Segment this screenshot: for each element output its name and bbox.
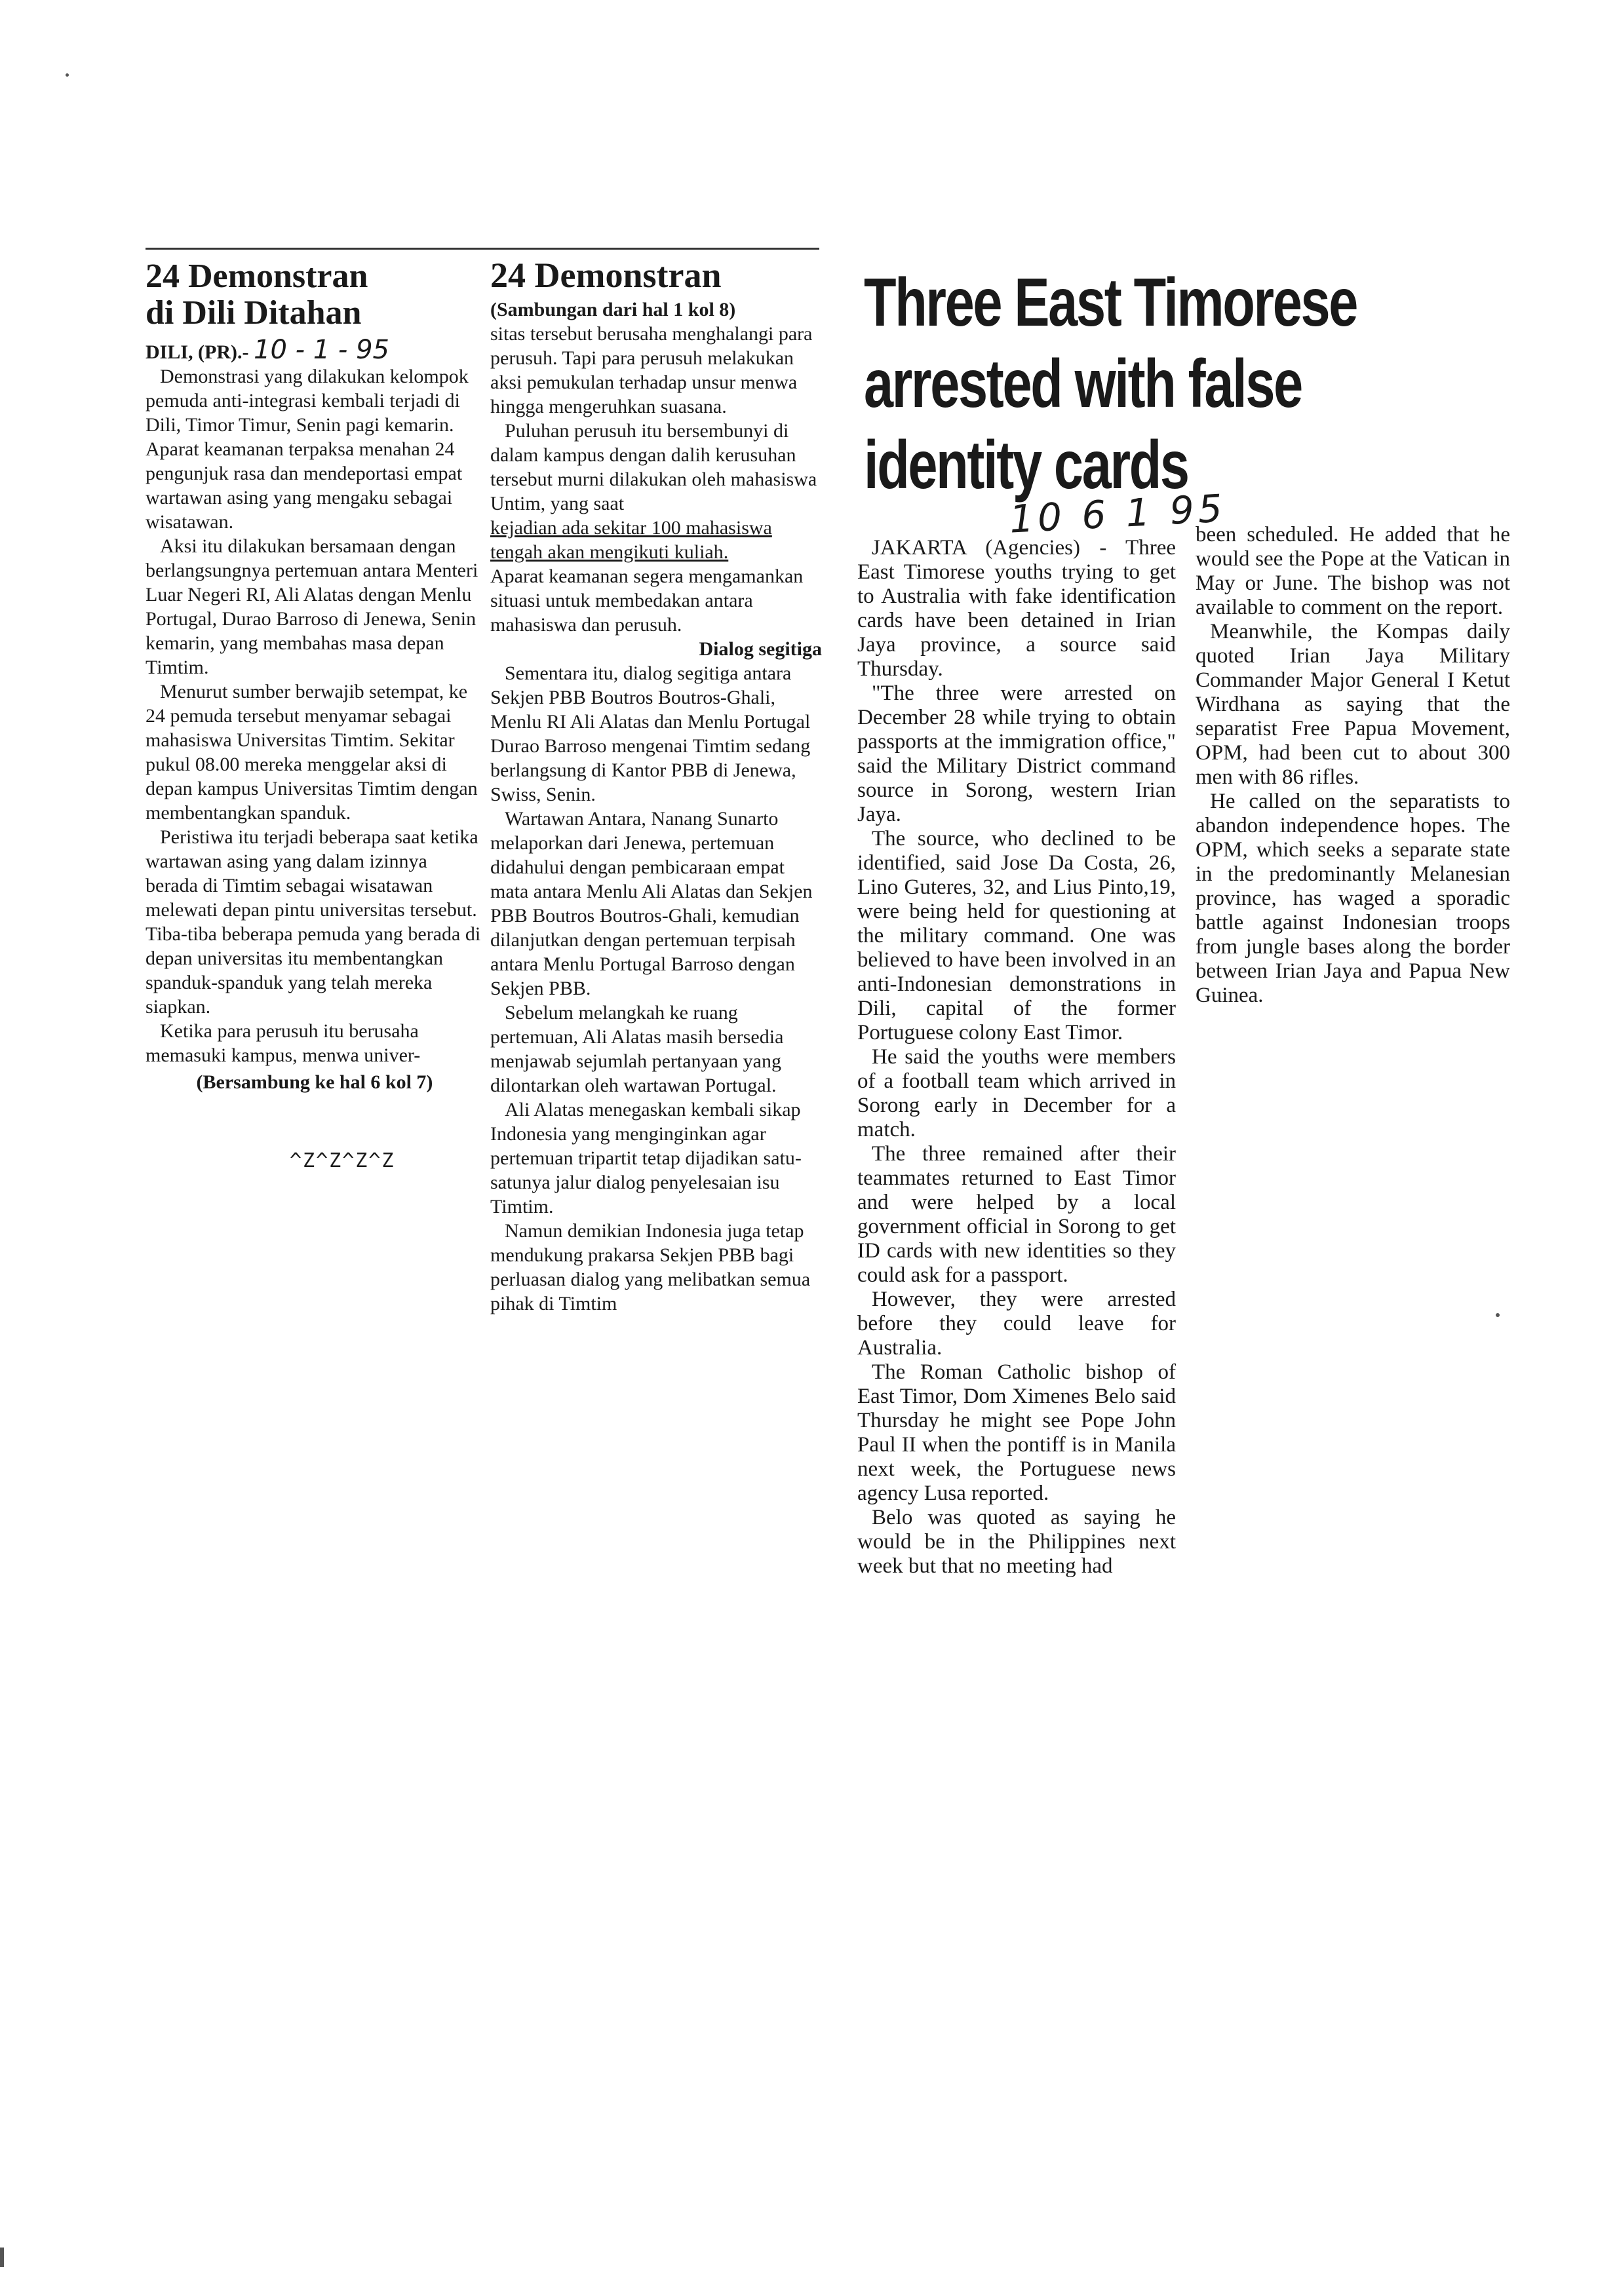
right-paragraph: The source, who declined to be identified, said Jose Da Costa, 26, Lino Guteres, 32, and Lius Pinto,19, were being held for questioning at the military command. One was believed to have been involved in an anti-Indonesian demonstrations in Dili, capital of the former Portuguese colony East Timor. bbox=[857, 827, 1176, 1044]
right-paragraph: The Roman Catholic bishop of East Timor, Dom Ximenes Belo said Thursday he might see Pope John Paul II when the pontiff is in Manila next week, the Portuguese news agency Lusa reported. bbox=[857, 1360, 1176, 1505]
left-body bbox=[146, 335, 484, 1094]
middle-paragraph: Aparat keamanan segera mengamankan situasi untuk membedakan antara mahasiswa dan perusuh. bbox=[490, 565, 804, 636]
left-paragraph: Peristiwa itu terjadi beberapa saat ketika wartawan asing yang dalam izinnya berada di Timtim sebagai wisatawan melewati depan pintu universitas tersebut. Tiba-tiba beberapa pemuda yang berada di depan universitas itu membentangkan spanduk-spanduk yang telah mereka siapkan. bbox=[146, 826, 481, 1018]
handwritten-date-left: 10 - 1 - 95 bbox=[254, 335, 389, 365]
middle-paragraph: Ali Alatas menegaskan kembali sikap Indonesia yang menginginkan agar pertemuan tripartit tetap dijadikan satu-satunya jalur dialog penyelesaian isu Timtim. bbox=[490, 1099, 802, 1217]
left-paragraph: Aksi itu dilakukan bersamaan dengan berlangsungnya pertemuan antara Menteri Luar Negeri RI, Ali Alatas dengan Menlu Portugal, Durao Barroso di Jenewa, Senin kemarin, yang membahas masa depan Timtim. bbox=[146, 535, 478, 678]
right-paragraph: He said the youths were members of a football team which arrived in Sorong early in December for a match. bbox=[857, 1045, 1176, 1141]
right-paragraph: He called on the separatists to abandon independence hopes. The OPM, which seeks a separate state in the predominantly Melanesian province, has waged a sporadic battle against Indonesian troops from jungle bases along the border between Irian Jaya and Papua New Guinea. bbox=[1196, 790, 1510, 1007]
right-headline-line1: Three East Timorese bbox=[864, 265, 1357, 341]
left-dateline bbox=[146, 335, 484, 365]
handwritten-date-right: 10 6 1 95 bbox=[1008, 486, 1228, 542]
middle-paragraph: Sementara itu, dialog segitiga antara Sekjen PBB Boutros Boutros-Ghali, Menlu RI Ali Alatas dan Menlu Portugal Durao Barroso mengenai Timtim sedang berlangsung di Kantor PBB di Jenewa, Swiss, Senin. bbox=[490, 662, 811, 805]
right-headline-line3: identity cards bbox=[864, 427, 1188, 503]
left-headline-line1: 24 Demonstran bbox=[146, 258, 368, 295]
middle-headline: 24 Demonstran bbox=[490, 256, 722, 295]
continuation-note: (Sambungan dari hal 1 kol 8) bbox=[490, 299, 736, 320]
left-headline bbox=[146, 258, 484, 332]
middle-article bbox=[490, 257, 822, 1316]
scan-speck bbox=[1496, 1313, 1500, 1317]
middle-paragraph: Sebelum melangkah ke ruang pertemuan, Ali Alatas masih bersedia menjawab sejumlah pertanyaan yang dilontarkan oleh wartawan Portugal. bbox=[490, 1002, 784, 1096]
middle-paragraph: sitas tersebut berusaha menghalangi para perusuh. Tapi para perusuh melakukan aksi pemukulan terhadap unsur menwa hingga mengeruhkan suasana. bbox=[490, 323, 813, 417]
left-paragraph: Menurut sumber berwajib setempat, ke 24 pemuda tersebut menyamar sebagai mahasiswa Universitas Timtim. Sekitar pukul 08.00 mereka menggelar aksi di depan kampus Universitas Timtim dengan membentangkan spanduk. bbox=[146, 681, 478, 824]
left-paragraph: Demonstrasi yang dilakukan kelompok pemuda anti-integrasi kembali terjadi di Dili, Timor Timur, Senin pagi kemarin. Aparat keamanan terpaksa menahan 24 pengunjuk rasa dan mendeportasi empat wartawan asing yang mengaku sebagai wisatawan. bbox=[146, 366, 469, 533]
right-paragraph: JAKARTA (Agencies) - Three East Timorese youths trying to get to Australia with fake identification cards have been detained in Irian Jaya province, a source said Thursday. bbox=[857, 536, 1176, 681]
right-paragraph: been scheduled. He added that he would see the Pope at the Vatican in May or June. The bishop was not available to comment on the report. bbox=[1196, 523, 1510, 619]
middle-body bbox=[490, 297, 822, 1316]
right-paragraph: "The three were arrested on December 28 while trying to obtain passports at the immigration office," said the Military District command source in Sorong, western Irian Jaya. bbox=[857, 681, 1176, 826]
left-article bbox=[146, 258, 484, 1172]
scan-speck bbox=[66, 73, 69, 77]
right-headline-line2: arrested with false bbox=[864, 346, 1302, 422]
end-mark: ^Z^Z^Z^Z bbox=[290, 1149, 395, 1172]
right-paragraph: Belo was quoted as saying he would be in the Philippines next week but that no meeting had bbox=[857, 1506, 1176, 1578]
scan-speck bbox=[0, 2248, 4, 2267]
middle-paragraph: Namun demikian Indonesia juga tetap mendukung prakarsa Sekjen PBB bagi perluasan dialog yang melibatkan semua pihak di Timtim bbox=[490, 1220, 811, 1314]
right-paragraph: Meanwhile, the Kompas daily quoted Irian Jaya Military Commander Major General I Ketut Wirdhana as saying that the separatist Free Papua Movement, OPM, had been cut to about 300 men with 86 rifles. bbox=[1196, 620, 1510, 789]
middle-paragraph: Wartawan Antara, Nanang Sunarto melaporkan dari Jenewa, pertemuan didahului dengan pembicaraan empat mata antara Menlu Ali Alatas dan Sekjen PBB Boutros Boutros-Ghali, kemudian dilanjutkan dengan pertemuan terpisah antara Menlu Portugal Barroso dengan Sekjen PBB. bbox=[490, 808, 813, 999]
right-paragraph: However, they were arrested before they could leave for Australia. bbox=[857, 1288, 1176, 1360]
right-column-1 bbox=[857, 536, 1176, 1578]
subhead-dialog: Dialog segitiga bbox=[699, 638, 822, 660]
right-paragraph: The three remained after their teammates returned to East Timor and were helped by a local government official in Sorong to get ID cards with new identities so they could ask for a passport. bbox=[857, 1142, 1176, 1287]
right-headline bbox=[864, 262, 1386, 506]
left-headline-line2: di Dili Ditahan bbox=[146, 294, 362, 332]
top-rule-left bbox=[146, 248, 486, 250]
right-column-2 bbox=[1196, 523, 1510, 1008]
dateline-label: DILI, (PR).- bbox=[146, 341, 249, 363]
middle-paragraph: Puluhan perusuh itu bersembunyi di dalam kampus dengan dalih kerusuhan tersebut murni dilakukan oleh mahasiswa Untim, yang saat bbox=[490, 420, 817, 514]
underlined-passage: kejadian ada sekitar 100 mahasiswa tengah akan mengikuti kuliah. bbox=[490, 517, 772, 563]
left-paragraph: Ketika para perusuh itu berusaha memasuki kampus, menwa univer- bbox=[146, 1020, 421, 1066]
top-rule-middle bbox=[484, 248, 819, 250]
left-continued-note: (Bersambung ke hal 6 kol 7) bbox=[196, 1071, 433, 1093]
